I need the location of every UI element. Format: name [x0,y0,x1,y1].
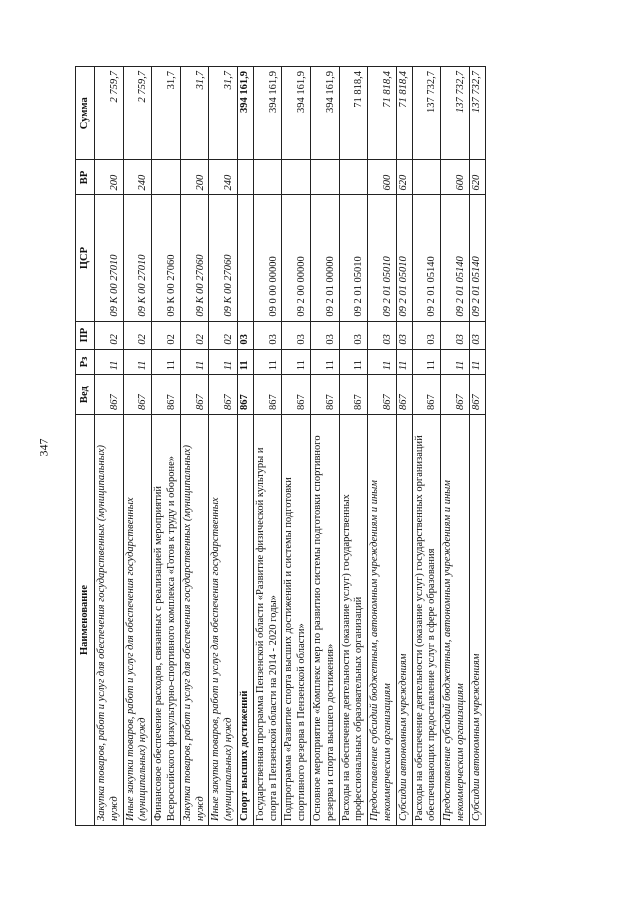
cell-vr: 200 [180,160,209,195]
cell-vr [282,160,311,195]
cell-csr: 09 2 00 00000 [282,195,311,321]
table-row [412,67,441,826]
cell-name: Иные закупки товаров, работ и услуг для обеспечения государственных (муниципальных) нужд [123,414,152,825]
cell-rz: 11 [368,349,397,375]
cell-vr: 600 [368,160,397,195]
cell-csr: 09 2 01 05010 [339,195,368,321]
cell-pr: 02 [95,321,124,349]
cell-vr [152,160,181,195]
cell-sum: 31,7 [180,67,209,160]
cell-sum: 31,7 [152,67,181,160]
cell-ved: 867 [253,375,282,415]
table-row [282,67,311,826]
cell-vr [339,160,368,195]
cell-csr: 09 2 01 05010 [396,195,412,321]
header-vr: ВР [76,160,95,195]
cell-pr: 03 [282,321,311,349]
cell-ved: 867 [412,375,441,415]
cell-name: Закупка товаров, работ и услуг для обеспечения государственных (муниципальных) нужд [180,414,209,825]
cell-sum: 2 759,7 [95,67,124,160]
cell-name: Финансовое обеспечение расходов, связанных с реализацией мероприятий Всероссийского физкультурно-спортивного комплекса «Готов к труду и обороне» [152,414,181,825]
cell-ved: 867 [396,375,412,415]
header-rz: Рз [76,349,95,375]
table-row [396,67,412,826]
cell-csr: 09 0 00 00000 [253,195,282,321]
budget-table [75,66,486,826]
cell-rz: 11 [339,349,368,375]
cell-sum: 71 818,4 [396,67,412,160]
cell-pr: 02 [209,321,238,349]
cell-csr: 09 2 01 05140 [412,195,441,321]
cell-name: Субсидии автономным учреждениям [469,414,485,825]
cell-vr: 200 [95,160,124,195]
cell-rz: 11 [282,349,311,375]
cell-pr: 03 [412,321,441,349]
cell-name: Государственная программа Пензенской области «Развитие физической культуры и спорта в Пензенской области на 2014 - 2020 годы» [253,414,282,825]
cell-ved: 867 [368,375,397,415]
cell-name: Расходы на обеспечение деятельности (оказание услуг) государственных профессиональных образовательных организаций [339,414,368,825]
cell-sum: 394 161,9 [282,67,311,160]
cell-vr: 600 [441,160,470,195]
cell-name: Основное мероприятие «Комплекс мер по развитию системы подготовки спортивного резерва и спорта высшего достижения» [310,414,339,825]
cell-ved: 867 [469,375,485,415]
cell-vr: 240 [209,160,238,195]
table-row [368,67,397,826]
cell-rz: 11 [469,349,485,375]
cell-csr: 09 К 00 27060 [209,195,238,321]
cell-rz: 11 [310,349,339,375]
cell-rz: 11 [95,349,124,375]
cell-sum: 2 759,7 [123,67,152,160]
cell-sum: 394 161,9 [237,67,253,160]
table-row [310,67,339,826]
cell-vr: 620 [469,160,485,195]
cell-csr: 09 К 00 27060 [180,195,209,321]
table-row [469,67,485,826]
cell-csr: 09 2 01 05140 [441,195,470,321]
cell-vr: 240 [123,160,152,195]
header-pr: ПР [76,321,95,349]
cell-name: Спорт высших достижений [237,414,253,825]
cell-name: Расходы на обеспечение деятельности (оказание услуг) государственных организаций обеспечивающих предоставление услуг в сфере образования [412,414,441,825]
rotated-page-content [75,66,640,826]
table-row [237,67,253,826]
header-sum: Сумма [76,67,95,160]
cell-ved: 867 [282,375,311,415]
cell-pr: 03 [310,321,339,349]
cell-ved: 867 [152,375,181,415]
cell-pr: 02 [123,321,152,349]
cell-pr: 02 [152,321,181,349]
page-number: 347 [36,438,51,457]
cell-rz: 11 [152,349,181,375]
cell-sum: 31,7 [209,67,238,160]
cell-ved: 867 [209,375,238,415]
table-header-row [76,67,95,826]
cell-csr: 09 К 00 27010 [123,195,152,321]
cell-name: Субсидии автономным учреждениям [396,414,412,825]
cell-sum: 394 161,9 [253,67,282,160]
table-row [95,67,124,826]
cell-name: Подпрограмма «Развитие спорта высших достижений и системы подготовки спортивного резерва в Пензенской области» [282,414,311,825]
cell-pr: 03 [237,321,253,349]
cell-ved: 867 [441,375,470,415]
cell-rz: 11 [441,349,470,375]
cell-pr: 03 [368,321,397,349]
cell-sum: 71 818,4 [339,67,368,160]
cell-csr: 09 2 01 00000 [310,195,339,321]
table-body [95,67,486,826]
cell-name: Закупка товаров, работ и услуг для обеспечения государственных (муниципальных) нужд [95,414,124,825]
table-row [441,67,470,826]
cell-rz: 11 [253,349,282,375]
cell-pr: 03 [469,321,485,349]
cell-csr: 09 2 01 05010 [368,195,397,321]
cell-ved: 867 [339,375,368,415]
cell-ved: 867 [123,375,152,415]
cell-pr: 03 [441,321,470,349]
table-row [209,67,238,826]
cell-sum: 394 161,9 [310,67,339,160]
cell-csr: 09 К 00 27060 [152,195,181,321]
cell-rz: 11 [180,349,209,375]
cell-rz: 11 [123,349,152,375]
header-ved: Вед [76,375,95,415]
cell-ved: 867 [310,375,339,415]
table-row [253,67,282,826]
table-row [180,67,209,826]
table-row [339,67,368,826]
header-csr: ЦСР [76,195,95,321]
table-row [152,67,181,826]
cell-ved: 867 [95,375,124,415]
cell-sum: 137 732,7 [412,67,441,160]
table-row [123,67,152,826]
cell-ved: 867 [237,375,253,415]
cell-rz: 11 [237,349,253,375]
cell-vr [412,160,441,195]
cell-name: Предоставление субсидий бюджетным, автономным учреждениям и иным некоммерческим организациям [368,414,397,825]
cell-pr: 03 [339,321,368,349]
cell-sum: 137 732,7 [469,67,485,160]
cell-sum: 71 818,4 [368,67,397,160]
cell-vr [237,160,253,195]
cell-rz: 11 [412,349,441,375]
cell-csr: 09 2 01 05140 [469,195,485,321]
cell-vr: 620 [396,160,412,195]
cell-pr: 03 [396,321,412,349]
cell-vr [310,160,339,195]
cell-csr: 09 К 00 27010 [95,195,124,321]
cell-name: Предоставление субсидий бюджетным, автономным учреждениям и иным некоммерческим организациям [441,414,470,825]
cell-csr [237,195,253,321]
header-name: Наименование [76,414,95,825]
cell-sum: 137 732,7 [441,67,470,160]
cell-name: Иные закупки товаров, работ и услуг для обеспечения государственных (муниципальных) нужд [209,414,238,825]
cell-rz: 11 [396,349,412,375]
cell-vr [253,160,282,195]
cell-pr: 03 [253,321,282,349]
cell-pr: 02 [180,321,209,349]
cell-ved: 867 [180,375,209,415]
cell-rz: 11 [209,349,238,375]
